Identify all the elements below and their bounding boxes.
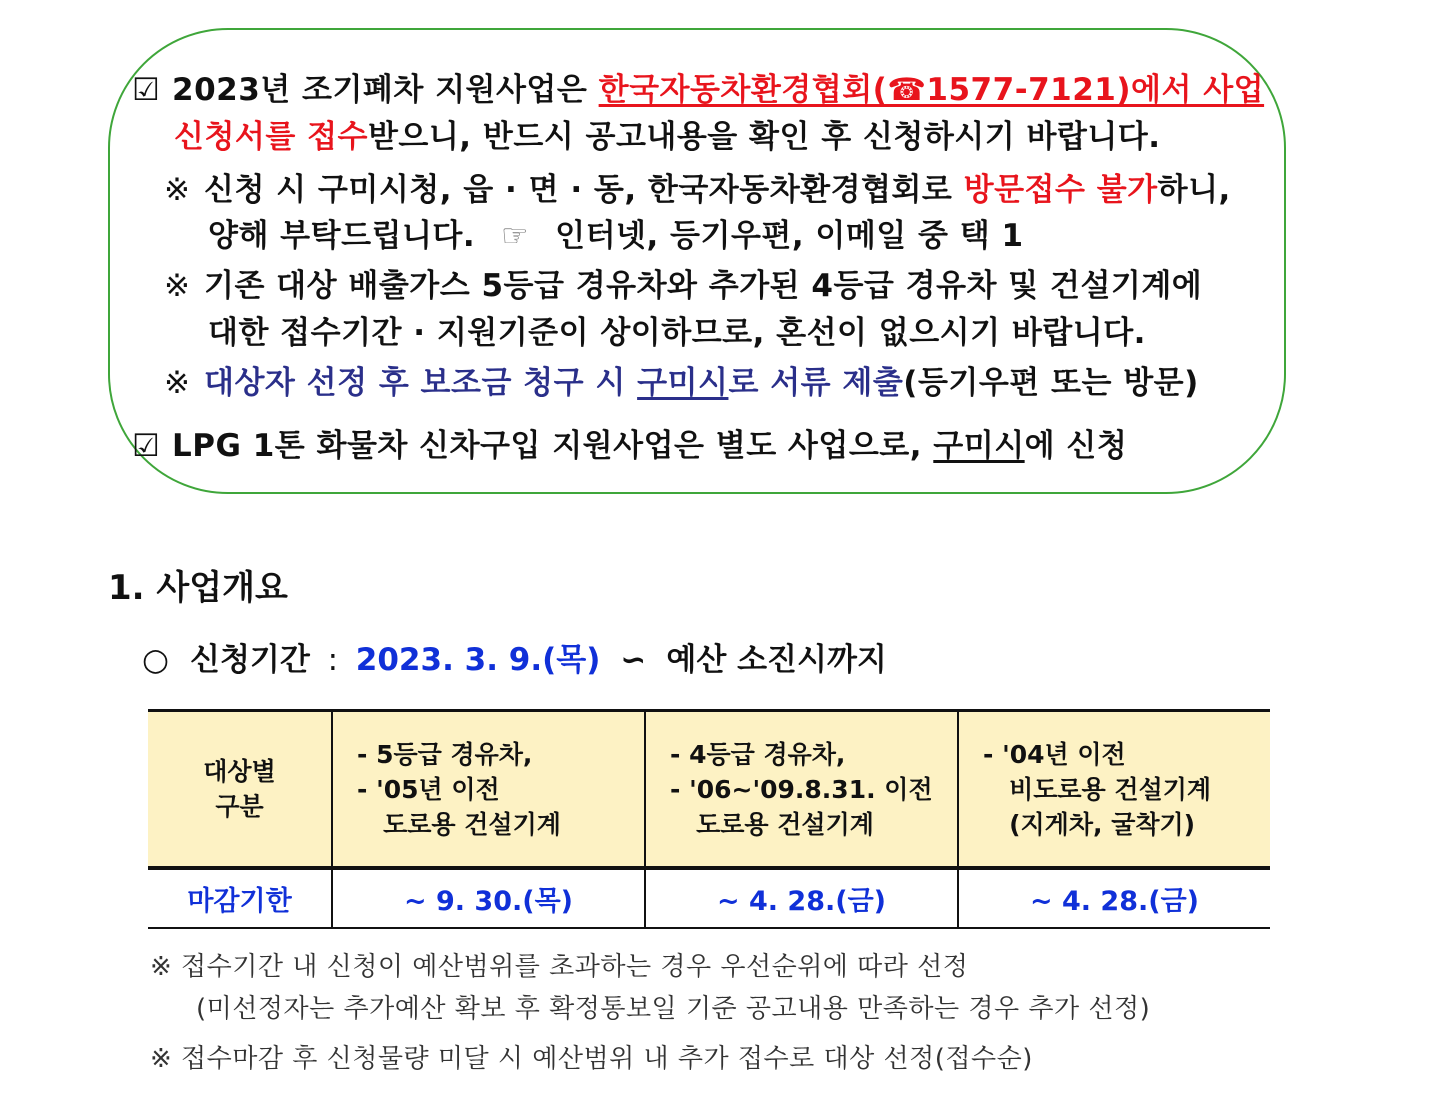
- circle-bullet-icon: ○: [142, 642, 170, 678]
- footnote-2: ※ 접수마감 후 신청물량 미달 시 예산범위 내 추가 접수로 대상 선정(접수순): [150, 1044, 1033, 1074]
- deadline-grade-4: ~ 4. 28.(금): [645, 868, 958, 928]
- no-visit-warning: 방문접수 불가: [963, 172, 1158, 208]
- notice-item-1-line-2: 신청서를 접수받으니, 반드시 공고내용을 확인 후 신청하시기 바랍니다.: [174, 119, 1161, 155]
- footnote-1-line-1: ※ 접수기간 내 신청이 예산범위를 초과하는 경우 우선순위에 따라 선정: [150, 952, 969, 982]
- checkbox-icon: ☑: [132, 72, 161, 108]
- schedule-table: [148, 709, 1270, 929]
- notice-note-b-line-1: ※ 기존 대상 배출가스 5등급 경유차와 추가된 4등급 경유차 및 건설기계에: [164, 268, 1203, 304]
- checkbox-icon: ☑: [132, 428, 161, 464]
- table-header-row: [148, 711, 1270, 869]
- notice-item-1-line-1: ☑ 2023년 조기폐차 지원사업은 한국자동차환경협회(☎1577-7121)에서 사업: [132, 72, 1265, 108]
- category-nonroad-machinery: - '04년 이전 비도로용 건설기계 (지게차, 굴착기): [958, 711, 1270, 869]
- notice-note-a-line-2: 양해 부탁드립니다. ☞ 인터넷, 등기우편, 이메일 중 택 1: [208, 218, 1024, 254]
- period-start-date: 2023. 3. 9.(목): [355, 642, 601, 678]
- category-grade-4: - 4등급 경유차, - '06~'09.8.31. 이전 도로용 건설기계: [645, 711, 958, 869]
- table-deadline-row: [148, 868, 1270, 928]
- category-grade-5: - 5등급 경유차, - '05년 이전 도로용 건설기계: [332, 711, 645, 869]
- row-label-deadline: 마감기한: [148, 868, 332, 928]
- notice-note-c: ※ 대상자 선정 후 보조금 청구 시 구미시로 서류 제출(등기우편 또는 방문): [164, 365, 1199, 401]
- deadline-nonroad-machinery: ~ 4. 28.(금): [958, 868, 1270, 928]
- row-label-category: 대상별 구분: [148, 711, 332, 869]
- notice-item-2: ☑ LPG 1톤 화물차 신차구입 지원사업은 별도 사업으로, 구미시에 신청: [132, 428, 1128, 464]
- deadline-grade-5: ~ 9. 30.(목): [332, 868, 645, 928]
- reference-mark-icon: ※: [164, 365, 191, 401]
- association-contact: 한국자동차환경협회(☎1577-7121)에서 사업: [598, 72, 1265, 108]
- tilde-icon: ∽: [620, 642, 647, 678]
- pointing-hand-icon: ☞: [500, 218, 530, 254]
- notice-note-b-line-2: 대한 접수기간 · 지원기준이 상이하므로, 혼선이 없으시기 바랍니다.: [208, 315, 1146, 351]
- application-period: ○ 신청기간 : 2023. 3. 9.(목) ∽ 예산 소진시까지: [142, 642, 887, 678]
- reference-mark-icon: ※: [164, 172, 191, 208]
- footnote-1-line-2: (미선정자는 추가예산 확보 후 확정통보일 기준 공고내용 만족하는 경우 추가 선정): [196, 994, 1151, 1024]
- section-title: 1. 사업개요: [108, 568, 288, 608]
- notice-note-a-line-1: ※ 신청 시 구미시청, 읍 · 면 · 동, 한국자동차환경협회로 방문접수 불가하니,: [164, 172, 1231, 208]
- reference-mark-icon: ※: [164, 268, 191, 304]
